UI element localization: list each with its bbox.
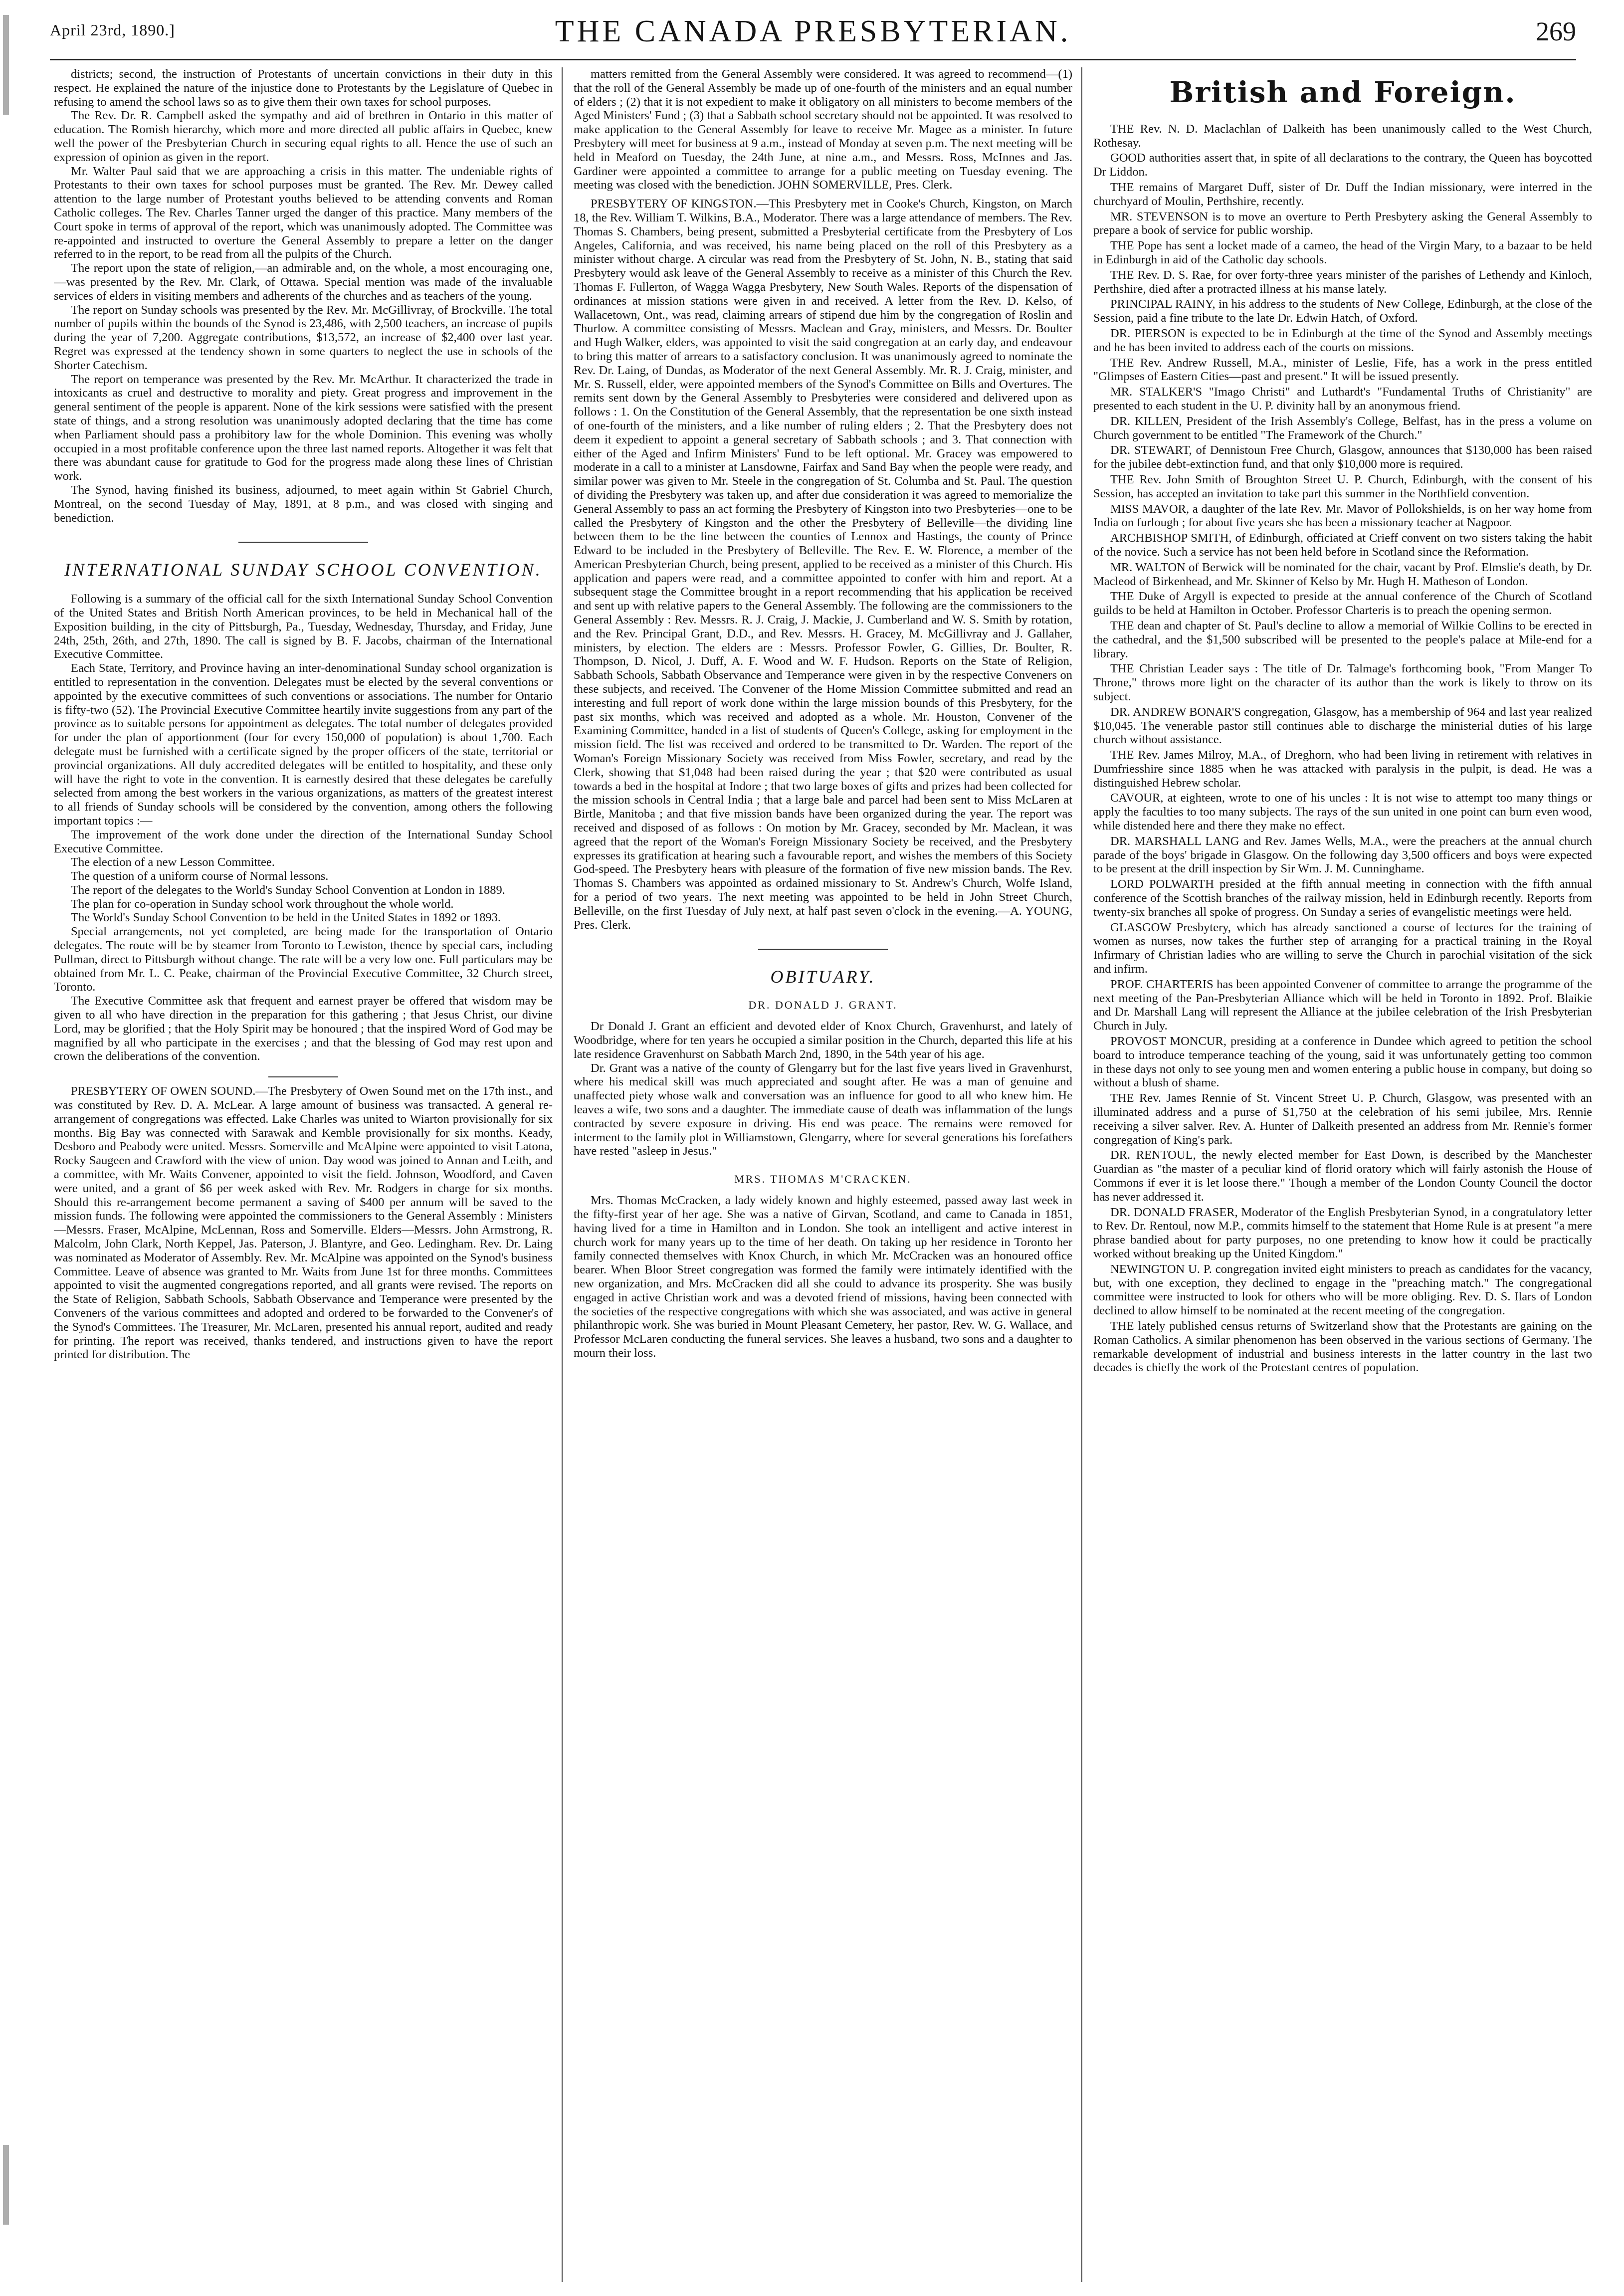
news-item: DR. RENTOUL, the newly elected member for East Down, is described by the Manchester Guardian as "the master of a peculiar kind of florid oratory which will fairly astonish the House of Commons if ever it is let loose there." Though a member of the London County Council the doctor has never addressed it.	[1093, 1148, 1592, 1204]
news-item: DR. PIERSON is expected to be in Edinburgh at the time of the Synod and Assembly meetings and he has been invited to address each of the courts on missions.	[1093, 326, 1592, 354]
paragraph: The improvement of the work done under the direction of the International Sunday School Executive Committee.	[54, 828, 553, 855]
paragraph: The report on temperance was presented by the Rev. Mr. McArthur. It characterized the trade in intoxicants as cruel and destructive to morality and piety. Great progress and improvement in the general sentiment of the people is apparent. None of the kirk sessions were satisfied with the present state of things, and a strong resolution was unanimously adopted declaring that the time has come when Parliament should pass a prohibitory law for the whole Dominion. This evening was wholly occupied in a most profitable conference upon the three last named reports. Altogether it was felt that there was abundant cause for gratitude to God for the progress made along these lines of Christian work.	[54, 372, 553, 483]
paragraph: Dr. Grant was a native of the county of Glengarry but for the last five years lived in Gravenhurst, where his medical skill was much appreciated and sought after. He was a man of genuine and unaffected piety whose walk and conversation was an influence for good to all who knew him. He leaves a wife, two sons and a daughter. The immediate cause of death was inflammation of the lungs contracted by severe exposure in driving. His end was peace. The remains were removed for interment to the family plot in Williamstown, Glengarry, where for several generations his forefathers have rested "asleep in Jesus."	[574, 1061, 1072, 1158]
news-items	[1093, 122, 1592, 1375]
masthead-title: THE CANADA PRESBYTERIAN.	[555, 14, 1071, 48]
news-item: DR. DONALD FRASER, Moderator of the English Presbyterian Synod, in a congratulatory letter to Rev. Dr. Rentoul, now M.P., commits himself to the statement that Home Rule is at present "a mere phrase bandied about for party purposes, no one pretending to know how it could be practically worked without breaking up the United Kingdom."	[1093, 1205, 1592, 1260]
paragraph: Dr Donald J. Grant an efficient and devoted elder of Knox Church, Gravenhurst, and lately of Woodbridge, where for ten years he occupied a similar position in the Church, departed this life at his late residence Gravenhurst on Sabbath March 2nd, 1890, in the 54th year of his age.	[574, 1020, 1072, 1061]
obituary-heading: DR. DONALD J. GRANT.	[748, 999, 898, 1012]
paragraph: The World's Sunday School Convention to be held in the United States in 1892 or 1893.	[71, 911, 501, 925]
section-divider	[758, 949, 888, 950]
paragraph: The question of a uniform course of Normal lessons.	[71, 869, 329, 883]
news-item: MR. STALKER'S "Imago Christi" and Luthardt's "Fundamental Truths of Christianity" are presented to each student in the U. P. divinity hall by an anonymous friend.	[1093, 385, 1592, 413]
paragraph: The Rev. Dr. R. Campbell asked the sympathy and aid of brethren in Ontario in this matter of education. The Romish hierarchy, which more and more directed all public affairs in Quebec, knew well the power of the Presbyterian Church in securing equal rights to all. Hence the use of such an expression of opinion as given in the report.	[54, 109, 553, 164]
section-divider	[238, 542, 368, 543]
paragraph: Each State, Territory, and Province having an inter-denominational Sunday school organization is entitled to representation in the convention. Delegates must be elected by the several conventions or appointed by the executive committees of such conventions or associations. The number for Ontario is fifty-two (52). The Provincial Executive Committee heartily invite suggestions from any part of the province as to suitable persons for appointment as delegates. The total number of delegates provided for under the plan of apportionment (four for every 150,000 of population) is about 1,700. Each delegate must be furnished with a certificate signed by the proper officers of the state, territorial or provincial organizations. All duly accredited delegates will be entitled to hospitality, and these only will have the right to vote in the convention. It is earnestly desired that these delegates be carefully selected from among the best workers in the various organizations, as matters of the greatest interest to all friends of Sunday schools will be considered by the convention, among others the following important topics :—	[54, 661, 553, 828]
synod-report	[54, 67, 553, 525]
news-item: PROVOST MONCUR, presiding at a conference in Dundee which agreed to petition the school board to introduce temperance teaching of the young, said it was unfortunately getting too common in these days not only to see young men and women entering a public house in company, but doing so without a blush of shame.	[1093, 1035, 1592, 1090]
news-item: DR. ANDREW BONAR'S congregation, Glasgow, has a membership of 964 and last year realized $10,045. The venerable pastor still continues able to discharge the ministerial duties of his large church without assistance.	[1093, 705, 1592, 747]
obituary-title: OBITUARY.	[770, 967, 876, 987]
news-item: DR. STEWART, of Dennistoun Free Church, Glasgow, announces that $130,000 has been raised for the jubilee debt-extinction fund, and that only $10,000 more is required.	[1093, 443, 1592, 471]
paragraph: matters remitted from the General Assembly were considered. It was agreed to recommend—(1) that the roll of the General Assembly be made up of one-fourth of the ministers and an equal number of elders ; (2) that it is not expedient to make it obligatory on all ministers to become members of the Aged Ministers' Fund ; (3) that a Sabbath school secretary should not be appointed. It was resolved to make application to the General Assembly for leave to receive Mr. Magee as a minister. In future Presbytery will meet for business at 9 a.m., instead of Monday at seven p.m. The next meeting will be held in Meaford on Tuesday, the 24th June, at nine a.m., and Messrs. Ross, McInnes and Jas. Gardiner were appointed a committee to arrange for a public meeting on Tuesday evening. The meeting was closed with the benediction. JOHN SOMERVILLE, Pres. Clerk.	[574, 67, 1072, 192]
column-1	[54, 67, 553, 2282]
news-item: THE Duke of Argyll is expected to preside at the annual conference of the Church of Scotland guilds to be held at Hamilton in October. Professor Charteris is to preach the opening sermon.	[1093, 590, 1592, 618]
section-divider	[268, 1076, 338, 1077]
news-item: DR. MARSHALL LANG and Rev. James Wells, M.A., were the preachers at the annual church parade of the boys' brigade in Glasgow. On the following day 3,500 officers and boys were expected to be present at the drill inspection by Sir Wm. J. M. Cunninghame.	[1093, 834, 1592, 876]
news-item: THE dean and chapter of St. Paul's decline to allow a memorial of Wilkie Collins to be erected in the cathedral, and the $1,500 subscribed will be presented to the people's palace at Mile-end for a library.	[1093, 619, 1592, 660]
news-item: THE Rev. Andrew Russell, M.A., minister of Leslie, Fife, has a work in the press entitled "Glimpses of Eastern Cities—past and present." It will be issued presently.	[1093, 356, 1592, 384]
header-rule	[50, 59, 1576, 60]
page-header	[50, 10, 1576, 55]
news-item: MISS MAVOR, a daughter of the late Rev. Mr. Mavor of Pollokshields, is on her way home from India on furlough ; for about five years she has been a missionary teacher at Nagpoor.	[1093, 502, 1592, 530]
news-item: GOOD authorities assert that, in spite of all declarations to the contrary, the Queen has boycotted Dr Liddon.	[1093, 151, 1592, 179]
scan-edge-mark	[3, 2145, 9, 2225]
section-title: INTERNATIONAL SUNDAY SCHOOL CONVENTION.	[64, 560, 542, 580]
paragraph: The Executive Committee ask that frequent and earnest prayer be offered that wisdom may be given to all who have direction in the preparation for this gathering ; that Jesus Christ, our divine Lord, may be glorified ; that the Holy Spirit may be honoured ; that the inspired Word of God may be magnified by all who participate in the exercises ; and that the blessing of God may rest upon and crown the deliberations of the convention.	[54, 994, 553, 1063]
news-item: ARCHBISHOP SMITH, of Edinburgh, officiated at Crieff convent on two sisters taking the habit of the novice. Such a service has not been held before in Scotland since the Reformation.	[1093, 531, 1592, 559]
news-item: THE Christian Leader says : The title of Dr. Talmage's forthcoming book, "From Manger To Throne," throws more light on the character of its author than the work is likely to throw on its subject.	[1093, 662, 1592, 703]
news-item: LORD POLWARTH presided at the fifth annual meeting in connection with the fifth annual conference of the Scottish branches of the railway mission, held in Edinburgh recently. Reports from twenty-six branches all spoke of progress. On Sunday a series of evangelistic meetings were held.	[1093, 877, 1592, 919]
news-item: NEWINGTON U. P. congregation invited eight ministers to preach as candidates for the vacancy, but, with one exception, they declined to engage in the "preaching match." The congregational committee were instructed to look for others who will be more obliging. Rev. D. S. Ilars of London declined to allow himself to be nominated at the recent meeting of the congregation.	[1093, 1262, 1592, 1318]
paragraph: districts; second, the instruction of Protestants of uncertain convictions in their duty in this respect. He explained the nature of the injustice done to Protestants by the Legislature of Quebec in refusing to amend the school laws so as to give them their own taxes for school purposes.	[54, 67, 553, 109]
news-item: CAVOUR, at eighteen, wrote to one of his uncles : It is not wise to attempt too many things or apply the faculties to too many subjects. The rays of the sun united in one point can burn even wood, while distended here and there they make no effect.	[1093, 791, 1592, 833]
news-item: THE Rev. James Rennie of St. Vincent Street U. P. Church, Glasgow, was presented with an illuminated address and a purse of $1,750 at the celebration of his semi jubilee, Mrs. Rennie receiving a silver salver. Rev. A. Hunter of Dalkeith presented an address from Mr. Rennie's former congregation of King's park.	[1093, 1091, 1592, 1147]
paragraph: The plan for co-operation in Sunday school work throughout the whole world.	[71, 897, 454, 911]
news-item: THE Rev. N. D. Maclachlan of Dalkeith has been unanimously called to the West Church, Rothesay.	[1093, 122, 1592, 150]
paragraph: The Synod, having finished its business, adjourned, to meet again within St Gabriel Church, Montreal, on the second Tuesday of May, 1891, at 8 p.m., and was closed with singing and benediction.	[54, 483, 553, 525]
news-item: PROF. CHARTERIS has been appointed Convener of committee to arrange the programme of the next meeting of the Pan-Presbyterian Alliance which will be held in Toronto in 1892. Prof. Blaikie and Dr. Marshall Lang will represent the Alliance at the jubilee celebration of the Irish Presbyterian Church in July.	[1093, 977, 1592, 1033]
issue-date: April 23rd, 1890.]	[50, 21, 175, 39]
paragraph: The report of the delegates to the World's Sunday School Convention at London in 1889.	[71, 883, 505, 897]
paragraph: Special arrangements, not yet completed, are being made for the transportation of Ontario delegates. The route will be by steamer from Toronto to Lewiston, thence by special cars, including Pullman, direct to Pittsburgh without change. The rate will be a very low one. Full particulars may be obtained from Mr. L. C. Peake, chairman of the Provincial Executive Committee, 32 Church street, Toronto.	[54, 925, 553, 994]
news-item: DR. KILLEN, President of the Irish Assembly's College, Belfast, has in the press a volume on Church government to be entitled "The Framework of the Church."	[1093, 414, 1592, 442]
news-item: THE Rev. James Milroy, M.A., of Dreghorn, who had been living in retirement with relatives in Dumfriesshire since 1885 when he was attacked with paralysis in the pulpit, is dead. He was a distinguished Hebrew scholar.	[1093, 748, 1592, 790]
news-item: THE Rev. John Smith of Broughton Street U. P. Church, Edinburgh, with the consent of his Session, has accepted an invitation to take part this summer in the Northfield convention.	[1093, 472, 1592, 500]
column-2	[574, 67, 1072, 2282]
page-number: 269	[1536, 16, 1576, 46]
news-item: THE remains of Margaret Duff, sister of Dr. Duff the Indian missionary, were interred in the churchyard of Moulin, Perthshire, recently.	[1093, 181, 1592, 208]
column-3	[1093, 67, 1592, 2282]
paragraph: Following is a summary of the official call for the sixth International Sunday School Convention of the United States and British North American provinces, to be held in Mechanical hall of the Exposition building, in the city of Pittsburgh, Pa., Tuesday, Wednesday, Thursday, and Friday, June 24th, 25th, 26th, and 27th, 1890. The call is signed by B. F. Jacobs, chairman of the International Executive Committee.	[54, 592, 553, 661]
scan-edge-mark	[3, 15, 9, 115]
section-title: British and Foreign.	[1169, 75, 1516, 109]
paragraph: The report upon the state of religion,—an admirable and, on the whole, a most encouraging one,—was presented by the Rev. Mr. Clark, of Ottawa. Special mention was made of the invaluable services of elders in visiting members and adherents of the churches and as teachers of the young.	[54, 261, 553, 303]
news-item: THE lately published census returns of Switzerland show that the Protestants are gaining on the Roman Catholics. A similar phenomenon has been observed in the various sections of Germany. The remarkable development of industrial and business interests in the latter country in the last two decades is chiefly the work of the Protestant centres of population.	[1093, 1319, 1592, 1375]
kingston-report: PRESBYTERY OF KINGSTON.—This Presbytery met in Cooke's Church, Kingston, on March 18, the Rev. William T. Wilkins, B.A., Moderator. There was a large attendance of members. The Rev. Thomas S. Chambers, being present, submitted a Presbyterial certificate from the Presbytery of Los Angeles, California, and was received, his name being placed on the roll of this Presbytery as a minister without charge. A circular was read from the Presbytery of St. John, N. B., stating that said Presbytery would ask leave of the General Assembly to receive as a minister of this Church the Rev. Thomas F. Fullerton, of Wagga Wagga Presbytery, New South Wales. Reports of the dispensation of ordinances at mission stations were given in and received. A letter from the Rev. D. Kelso, of Wallacetown, Ont., was read, claiming arrears of stipend due him by the congregation of Roslin and Thurlow. A committee consisting of Messrs. Maclean and Gray, ministers, and Messrs. Dr. Boulter and Hugh Walker, elders, was appointed to visit the said congregation at an early day, and endeavour to bring this matter of arrears to a satisfactory conclusion. It was unanimously agreed to nominate the Rev. Dr. Laing, of Dundas, as Moderator of the next General Assembly. Mr. R. J. Craig, minister, and Mr. S. Russell, elder, were appointed members of the Synod's Committee on Bills and Overtures. The remits sent down by the General Assembly to Presbyteries were considered and delivered upon as follows : 1. On the Constitution of the General Assembly, that the representation be one sixth instead of one-fourth of the ministers, and a like number of ruling elders ; 2. That the Presbytery does not deem it expedient to appoint a general secretary of Sabbath schools ; and 3. That connection with either of the Aged and Infirm Ministers' Fund to be left optional. Mr. Gracey was empowered to moderate in a call to a minister at Lansdowne, Fairfax and Sand Bay when the people were ready, and similar power was given to Mr. Steele in the congregation of St. Columba and St. Paul. The question of dividing the Presbytery was taken up, and after due consideration it was agreed to memorialize the General Assembly to pass an act forming the Presbytery of Kingston into two Presbyteries—one to be called the Presbytery of Kingston and the other the Presbytery of Belleville—the dividing line between them to be the line between the counties of Lennox and Hastings, the county of Prince Edward to be included in the Presbytery of Belleville. The Rev. E. W. Florence, a member of the American Presbyterian Church, being present, applied to be received as a minister of this Church. His application and papers were read, and a committee appointed to confer with him and report. At a subsequent stage the Committee brought in a report recommending that his application be received and sent up with relative papers to the General Assembly. The following are the commissioners to the General Assembly : Rev. Messrs. R. J. Craig, J. Mackie, J. Cumberland and W. S. Smith by rotation, and the Rev. Principal Grant, D.D., and Rev. Messrs. H. Gracey, M. McGillivray and J. Gallaher, ministers, by election. The elders are : Messrs. Professor Fowler, G. Gillies, Dr. Boulter, R. Thompson, D. Nicol, J. Duff, A. F. Wood and W. F. Hudson. Reports on the State of Religion, Sabbath Schools, Sabbath Observance and Temperance were given in by the respective Conveners on these subjects, and received. The Convener of the Home Mission Committee submitted and read an interesting and full report of work done within the large mission bounds of this Presbytery, for the past six months, which was received and adopted as a whole. Mr. Houston, Convener of the Examining Committee, handed in a list of students of Queen's College, asking for employment in the mission field. The list was received and ordered to be transmitted to Dr. Warden. The report of the Woman's Foreign Missionary Society was received from Miss Fowler, secretary, and read by the Clerk, showing that $1,048 had been raised during the year ; that $20 were contributed as usual towards a bed in the hospital at Indore ; that two large boxes of gifts and prizes had been collected for the mission schools in Central India ; that a large bale and parcel had been sent to Miss McLaren at Birtle, Manitoba ; and that five mission bands have been organized during the year. The report was received and disposed of as follows : On motion by Mr. Gracey, seconded by Mr. Maclean, it was agreed that the report of the Woman's Foreign Missionary Society be received, and the Presbytery expresses its gratification at hearing such a favourable report, and wishes the members of this Society God-speed. The Presbytery hears with pleasure of the formation of five new mission bands. The Rev. Thomas S. Chambers was appointed as ordained missionary to St. Andrew's Church, Wolfe Island, for a period of two years. The next meeting was appointed to be held in John Street Church, Belleville, on the first Tuesday of July next, at half past seven o'clock in the evening.—A. YOUNG, Pres. Clerk.	[574, 197, 1072, 932]
paragraph: Mrs. Thomas McCracken, a lady widely known and highly esteemed, passed away last week in the fifty-first year of her age. She was a native of Girvan, Scotland, and came to Canada in 1851, having lived for a time in Hamilton and in London. She took an intelligent and active interest in church work for many years up to the time of her death. On taking up her residence in Toronto her family connected themselves with Knox Church, in which Mr. McCracken was an honoured office bearer. When Bloor Street congregation was formed the family were intimately identified with the new organization, and Mrs. McCracken did all she could to advance its prosperity. She was busily engaged in active Christian work and was a devoted friend of missions, having been connected with the societies of the respective congregations with which she was associated, and was active in general philanthropic work. She was buried in Mount Pleasant Cemetery, her pastor, Rev. W. G. Wallace, and Professor McLaren conducting the funeral services. She leaves a husband, two sons and a daughter to mourn their loss.	[574, 1194, 1072, 1360]
news-item: THE Pope has sent a locket made of a cameo, the head of the Virgin Mary, to a bazaar to be held in Edinburgh in aid of the Catholic day schools.	[1093, 239, 1592, 266]
paragraph: Mr. Walter Paul said that we are approaching a crisis in this matter. The undeniable rights of Protestants to their own taxes for school purposes must be granted. The Rev. Mr. Dewey called attention to the large number of Protestant youths believed to be attending convents and Roman Catholic colleges. The Rev. Charles Tanner urged the danger of this practice. Many members of the Court spoke in terms of approval of the report, which was unanimously adopted. The Committee was re-appointed and instructed to overture the General Assembly to prepare a letter on the danger referred to in the report, to be read from all the pulpits of the Church.	[54, 164, 553, 261]
obituary-heading: MRS. THOMAS M'CRACKEN.	[734, 1173, 912, 1186]
news-item: PRINCIPAL RAINY, in his address to the students of New College, Edinburgh, at the close of the Session, paid a fine tribute to the late Dr. Edwin Hatch, of Oxford.	[1093, 297, 1592, 325]
column-rule	[562, 67, 563, 2282]
news-item: MR. STEVENSON is to move an overture to Perth Presbytery asking the General Assembly to prepare a book of service for public worship.	[1093, 209, 1592, 237]
column-rule	[1081, 67, 1082, 2282]
paragraph: The election of a new Lesson Committee.	[71, 855, 275, 869]
owen-sound-report: PRESBYTERY OF OWEN SOUND.—The Presbytery of Owen Sound met on the 17th inst., and was constituted by Rev. D. A. McLear. A large amount of business was transacted. A general re-arrangement of congregations was effected. Lake Charles was united to Wiarton provisionally for six months. Big Bay was connected with Sarawak and Kemble provisionally for six months. Keady, Desboro and Peabody were united. Messrs. Somerville and McAlpine were appointed to visit Latona, Rocky Saugeen and Crawford with the view of union. Day wood was joined to Annan and Leith, and a committee, with Mr. Waits Convener, appointed to visit the field. Johnson, Woodford, and Caven were united, and a grant of $6 per week asked with Rev. Mr. Rodgers in charge for six months. Should this re-arrangement become permanent a saving of $400 per annum will be saved to the mission funds. The following were appointed the commissioners to the General Assembly : Ministers—Messrs. Fraser, McAlpine, McLennan, Ross and Somerville. Elders—Messrs. John Armstrong, R. Malcolm, John Clark, North Keppel, Jas. Paterson, J. Blantyre, and Geo. Ledingham. Rev. Dr. Laing was nominated as Moderator of Assembly. Rev. Mr. McAlpine was appointed on the Synod's business Committee. Leave of absence was granted to Mr. Waits from June 1st for three months. Committees appointed to visit the augmented congregations reported, and all grants were revised. The reports on the State of Religion, Sabbath Schools, Sabbath Observance and Temperance were presented by the Conveners of the various committees and adopted and ordered to be forwarded to the Convener's of the Synod's Committees. The Treasurer, Mr. McLaren, presented his annual report, audited and ready for printing. The report was received, thanks tendered, and instructions given to have the report printed for distribution. The	[54, 1084, 553, 1362]
news-item: MR. WALTON of Berwick will be nominated for the chair, vacant by Prof. Elmslie's death, by Dr. Macleod of Birkenhead, and Mr. Skinner of Kelso by Mr. Hugh H. Matheson of London.	[1093, 560, 1592, 588]
news-item: GLASGOW Presbytery, which has already sanctioned a course of lectures for the training of women as nurses, now takes the further step of arranging for a practical training in the Royal Infirmary of Christian ladies who are willing to serve the Church in parochial visitation of the sick and infirm.	[1093, 920, 1592, 976]
paragraph: The report on Sunday schools was presented by the Rev. Mr. McGillivray, of Brockville. The total number of pupils within the bounds of the Synod is 23,486, with 2,500 teachers, an increase of pupils during the year of 7,200. Aggregate contributions, $13,572, an increase of $2,400 over last year. Regret was expressed at the tendency shown in some quarters to neglect the use in schools of the Shorter Catechism.	[54, 303, 553, 372]
convention-article	[54, 592, 553, 1063]
news-item: THE Rev. D. S. Rae, for over forty-three years minister of the parishes of Lethendy and Kinloch, Perthshire, died after a protracted illness at his manse lately.	[1093, 268, 1592, 296]
